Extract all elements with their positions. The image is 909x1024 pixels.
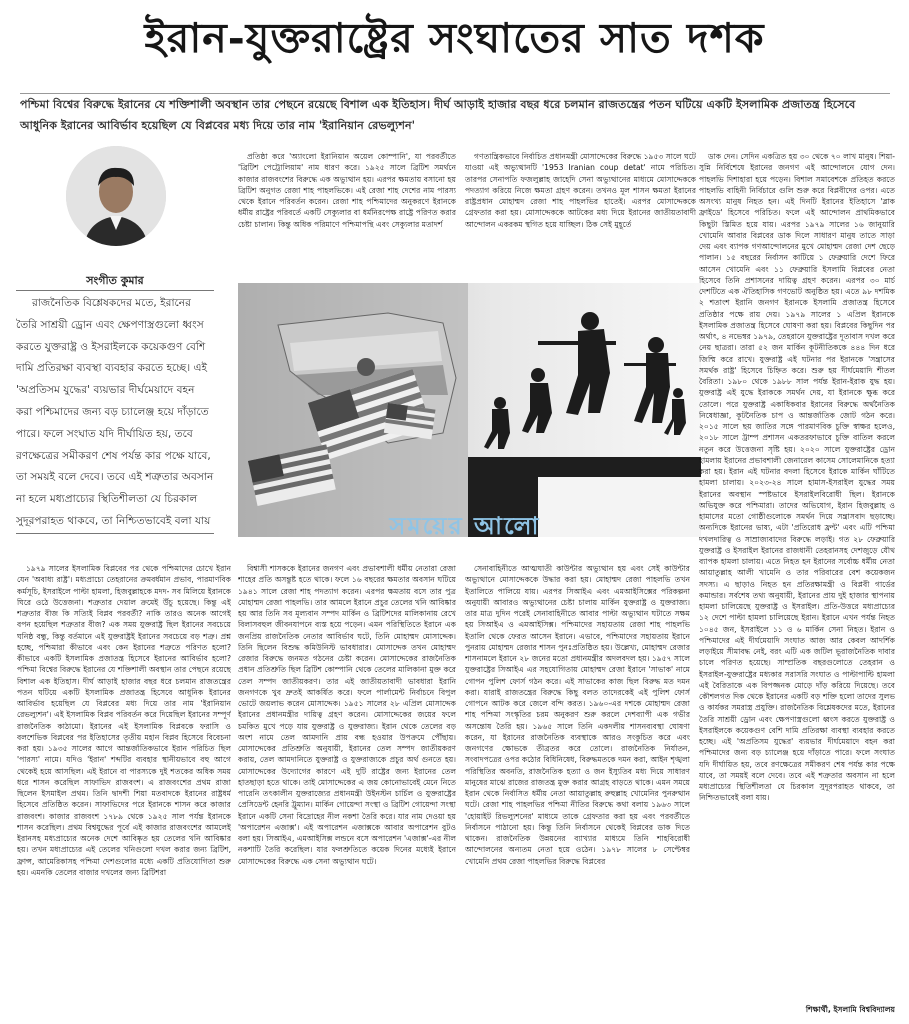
column-2-bottom bbox=[238, 563, 456, 1018]
column-1-bottom bbox=[17, 563, 231, 1018]
standfirst-top-rule bbox=[20, 93, 890, 94]
feature-illustration bbox=[238, 283, 701, 537]
column-mid-left-top bbox=[238, 151, 456, 271]
pull-quote bbox=[16, 290, 214, 534]
conflict-illustration-icon bbox=[238, 283, 701, 537]
column-4-full-text: ডাক দেন। সেদিন একত্রিত হয় ৩০ থেকে ৭০ লাখ মানুষ। শিয়া-সুন্নি নির্বিশেষে ইরানের জনগণ এই আন্দোলনে যোগ দেন। পাহলভি দিশাহারা হয়ে পড়েন। বিশাল সমাবেশকে প্রতিহত করতে পাহলভি বাহিনী নির্বিচারে গুলি শুরু করে বিপ্লবীদের ওপর। এতে অসংখ্য মানুষ নিহত হন। এই দিনটি ইরানের ইতিহাসে 'ব্লাক ফ্রাইডে' হিসেবে পরিচিত। ফলে এই আন্দোলন প্রাথমিকভাবে কিছুটা স্তিমিত হয়ে যায়। এরপর ১৯৭৯ সালের ১৬ জানুয়ারি খোমেনি আবার বিপ্লবের ডাক দিলে সাধারণ মানুষ তাতে সাড়া দেয় এবং ব্যাপক গণআন্দোলনের মুখে মোহাম্মদ রেজা দেশ ছেড়ে পালান। ১৫ বছরের নির্বাসন কাটিয়ে ১ ফেব্রুয়ারি দেশে ফিরে আসেন খোমেনি এবং ১১ ফেব্রুয়ারি ইসলামি বিপ্লবের নেতা হিসেবে তিনি প্রশাসনের দায়িত্ব গ্রহণ করেন। এরপর ৩০ মার্চ দেশটিতে এক ঐতিহাসিক গণভোট অনুষ্ঠিত হয়। এতে ৯৮ দশমিক ২ শতাংশ ইরানি জনগণ ইরানকে ইসলামি প্রজাতন্ত্র হিসেবে প্রতিষ্ঠার পক্ষে রায় দেয়। ১৯৭৯ সালের ১ এপ্রিল ইরানকে ইসলামিক প্রজাতন্ত্র হিসেবে ঘোষণা করা হয়। বিপ্লবের কিছুদিন পর অর্থাৎ, ৪ নভেম্বর ১৯৭৯, তেহরানে যুক্তরাষ্ট্রের দূতাবাস দখল করে নেয় ছাত্ররা। তারা ৫২ জন মার্কিন কূটনীতিককে ৪৪৪ দিন ধরে জিম্মি করে রাখে। যুক্তরাষ্ট্র এই ঘটনার পর ইরানকে 'সন্ত্রাসের সমর্থক রাষ্ট্র' হিসেবে চিহ্নিত করে। শুরু হয় দীর্ঘমেয়াদি শীতল বৈরিতা। ১৯৮০ থেকে ১৯৮৮ সাল পর্যন্ত ইরান-ইরাক যুদ্ধ হয়। যুক্তরাষ্ট্র এই যুদ্ধে ইরাককে সমর্থন দেয়, যা ইরানকে ক্ষুব্ধ করে তোলে। পরে যুক্তরাষ্ট্র একাধিকবার ইরানের বিরুদ্ধে অর্থনৈতিক নিষেধাজ্ঞা, কূটনৈতিক চাপ ও আন্তর্জাতিক জোট গঠন করে। ২০১৫ সালে ছয় জাতির সঙ্গে পারমাণবিক চুক্তি স্বাক্ষর হলেও, ২০১৮ সালে ট্রাম্প প্রশাসন একতরফাভাবে চুক্তি বাতিল করলে নতুন করে উত্তেজনা সৃষ্টি হয়। ২০২০ সালে যুক্তরাষ্ট্রের ড্রোন হামলায় ইরানের প্রভাবশালী জেনারেল কাসেম সোলেমানিকে হত্যা করা হয়। ইরান এই ঘটনার বদলা হিসেবে ইরাকে মার্কিন ঘাঁটিতে হামলা চালায়। ২০২৩-২৪ সালে হামাস-ইসরাইল যুদ্ধের সময় ইরানের অবস্থান স্পষ্টভাবে ইসরাইলবিরোধী ছিল। ইরানকে অভিযুক্ত করে পশ্চিমারা। তাদের অভিযোগ, ইরান হিজবুল্লাহ ও হামাসের মতো গোষ্ঠীগুলোকে সমর্থন দিয়ে সন্ত্রাসবাদ ছড়াচ্ছে। অন্যদিকে ইরানের ভাষ্য, এটা 'প্রতিরোধ ফ্রন্ট' এবং এটি পশ্চিমা দখলদারিত্ব ও সাম্রাজ্যবাদের বিরুদ্ধে লড়াই। গত ২৮ ফেব্রুয়ারি যুক্তরাষ্ট্র ও ইসরাইল ইরানের রাজধানী তেহরানসহ দেশজুড়ে যৌথ ব্যাপক হামলা চালায়। এতে নিহত হন ইরানের সর্বোচ্চ ধর্মীয় নেতা আয়াতুল্লাহ আলী খামেনি ও তার পরিবারের বেশ কয়েকজন সদস্য। এ ছাড়াও নিহত হন প্রতিরক্ষামন্ত্রী ও বিপ্লবী গার্ডের কমান্ডার। সর্বশেষ তথ্য অনুযায়ী, ইরানের প্রায় দুই হাজার স্থাপনায় হামলা চালিয়েছে যুক্তরাষ্ট্র ও ইসরাইল। প্রতি-উত্তরে মধ্যপ্রাচ্যের ১২ দেশে পাল্টা হামলা চালিয়েছে ইরান। ইরানে এখন পর্যন্ত নিহত ১০৪৫ জন, ইসরাইলে ১১ ও ৬ মার্কিন সেনা নিহত। ইরান ও পশ্চিমাদের এই দীর্ঘমেয়াদি সংঘাত আজ আর কেবল আদর্শিক লড়াইয়ে সীমাবদ্ধ নেই, বরং এটি এক জটিল ভূরাজনৈতিক দাবার চালে পরিণত হয়েছে। সাম্প্রতিক বছরগুলোতে তেহরান ও ইসরাইল-যুক্তরাষ্ট্রের মধ্যকার সরাসরি সংঘাত ও পাল্টাপাল্টি হামলা এই বৈরিতাকে এক বিপজ্জনক মোড়ে দাঁড় করিয়ে দিয়েছে। তবে কৌশলগত দিক থেকে ইরানের একটি বড় শক্তি হলো তাদের সুলভ ও কার্যকর সমরাস্ত্র প্রযুক্তি। রাজনৈতিক বিশ্লেষকদের মতে, ইরানের তৈরি সাশ্রয়ী ড্রোন এবং ক্ষেপণাস্ত্রগুলো ধ্বংস করতে যুক্তরাষ্ট্র ও ইসরাইলকে কয়েকগুণ বেশি দামি প্রতিরক্ষা ব্যবস্থা ব্যবহার করতে হচ্ছে। এই 'অপ্রতিসম যুদ্ধের' ব্যয়ভার দীর্ঘমেয়াদে বহন করা পশ্চিমাদের জন্য বড় চ্যালেঞ্জ হয়ে দাঁড়াতে পারে। ফলে সংঘাত যদি দীর্ঘায়িত হয়, তবে রণক্ষেত্রের সমীকরণ শেষ পর্যন্ত কার পক্ষে যাবে, তা সময়ই বলে দেবে। তবে এই শত্রুতার অবসান না হলে মধ্যপ্রাচ্যের স্থিতিশীলতা যে চিরকাল সুদূরপরাহত থাকবে, তা নিশ্চিতভাবেই বলা যায়। bbox=[699, 152, 895, 803]
standfirst-text: পশ্চিমা বিশ্বের বিরুদ্ধে ইরানের যে শক্তিশালী অবস্থান তার পেছনে রয়েছে বিশাল এক ইতিহাস। দীর্ঘ আড়াই হাজার বছর ধরে চলমান রাজতন্ত্রের পতন ঘটিয়ে একটি ইসলামিক প্রজাতন্ত্র হিসেবে আধুনিক ইরানের আবির্ভাব হয়েছিল যে বিপ্লবের মধ্য দিয়ে তার নাম 'ইরানিয়ান রেভল্যুশন' bbox=[20, 98, 856, 132]
column-3-bottom bbox=[465, 563, 690, 1018]
headline: ইরান-যুক্তরাষ্ট্রের সংঘাতের সাত দশক bbox=[144, 14, 765, 62]
newspaper-watermark: সময়ের আলো bbox=[389, 512, 541, 540]
author-credit: শিক্ষার্থী, ইসলামি বিশ্ববিদ্যালয় bbox=[805, 1005, 895, 1014]
pull-quote-text: রাজনৈতিক বিশ্লেষকদের মতে, ইরানের তৈরি সাশ্রয়ী ড্রোন এবং ক্ষেপণাস্ত্রগুলো ধ্বংস করতে যুক্তরাষ্ট্র ও ইসরাইলকে কয়েকগুণ বেশি দামি প্রতিরক্ষা ব্যবস্থা ব্যবহার করতে হচ্ছে। এই 'অপ্রতিসম যুদ্ধের' ব্যয়ভার দীর্ঘমেয়াদে বহন করা পশ্চিমাদের জন্য বড় চ্যালেঞ্জ হয়ে দাঁড়াতে পারে। ফলে সংঘাত যদি দীর্ঘায়িত হয়, তবে রণক্ষেত্রের সমীকরণ শেষ পর্যন্ত কার পক্ষে যাবে, তা সময়ই বলে দেবে। তবে এই শত্রুতার অবসান না হলে মধ্যপ্রাচ্যের স্থিতিশীলতা যে চিরকাল সুদূরপরাহত থাকবে, তা নিশ্চিতভাবেই বলা যায় bbox=[16, 297, 214, 527]
column-1-bottom-text: ১৯৭৯ সালের ইসলামিক বিপ্লবের পর থেকে পশ্চিমাদের চোখে ইরান যেন 'অবাধ্য রাষ্ট্র'। মধ্যপ্রাচ্যে তেহরানের ক্রমবর্ধমান প্রভাব, পারমাণবিক কর্মসূচি, ইসরাইলে পাল্টা হামলা, হিজবুল্লাহকে মদদ- সব মিলিয়ে ইরানকে ঘিরে ওঠে উত্তেজনা। শত্রুতার দেয়াল ক্রমেই উঁচু হয়েছে। কিন্তু এই শত্রুতার বীজ কি সত্যিই বিপ্লব পরবর্তী? নাকি তারও অনেক আগেই বপন হয়েছিল শত্রুতার বীজ? এক সময় যুক্তরাষ্ট্র ছিল ইরানের সবচেয়ে ঘনিষ্ঠ বন্ধু, কিন্তু বর্তমানে এই যুক্তরাষ্ট্রই ইরানের সবচেয়ে বড় শত্রু। প্রশ্ন হচ্ছে, পশ্চিমারা কীভাবে এবং কেন ইরানের শত্রুতে পরিণত হলো? কীভাবে একটি ইসলামিক প্রজাতন্ত্র হিসেবে ইরানের আবির্ভাব হলো? পশ্চিমা বিশ্বের বিরুদ্ধে ইরানের যে শক্তিশালী অবস্থান তার পেছনে রয়েছে বিশাল এক ইতিহাস। দীর্ঘ আড়াই হাজার বছর ধরে চলমান রাজতন্ত্রের পতন ঘটিয়ে একটি ইসলামিক প্রজাতন্ত্র হিসেবে আধুনিক ইরানের আবির্ভাব হয়েছিল যে বিপ্লবের মধ্য দিয়ে তার নাম 'ইরানিয়ান রেভল্যুশন'। এই ইসলামিক বিপ্লব পরিবর্তন করে দিয়েছিল ইরানের সম্পূর্ণ রাজনৈতিক কাঠামো। ইরানের এই ইসলামিক বিপ্লবকে ফরাসি ও বলশেভিক বিপ্লবের পর ইতিহাসের তৃতীয় মহান বিপ্লব হিসেবে বিবেচনা করা হয়। ১৯৩৫ সালের আগে আন্তর্জাতিকভাবে ইরান পরিচিত ছিল 'পারস্য' নামে। যদিও 'ইরান' শব্দটির ব্যবহার স্থানীয়ভাবে বহু আগে থেকেই হয়ে আসছিল। এই ইরানে বা পারস্যকে দুই শতকের অধিক সময় ধরে শাসন করেছিল সাফাভিদ রাজবংশ। এ রাজবংশের প্রথম রাজা ছিলেন ইসমাইল প্রথম। তিনি দ্বাদশী শিয়া মতবাদকে ইরানের রাষ্ট্রধর্ম হিসেবে প্রতিষ্ঠিত করেন। সাফাভিদের পরে ইরানকে শাসন করে কাজার রাজবংশ। কাজার রাজবংশ ১৭৮৯ থেকে ১৯২৫ সাল পর্যন্ত ইরানকে শাসন করেছিল। প্রথম বিশ্বযুদ্ধের পূর্বে এই কাজার রাজবংশের আমলেই ইরানসহ মধ্যপ্রাচ্যের অনেক দেশে আবিষ্কৃত হয় তেলের খনি আবিষ্কার হয়। তখন মধ্যপ্রাচ্যের এই তেলের খনিগুলো দখল করার জন্য ব্রিটিশ, ফ্রান্স, আমেরিকাসহ পশ্চিমা দেশগুলোর মধ্যে একটি প্রতিযোগিতা শুরু হয়। এমনকি তেলের বাজার দখলের জন্য ব্রিটিশরা bbox=[17, 564, 231, 877]
standfirst bbox=[20, 93, 890, 136]
column-mid-right-top bbox=[465, 151, 696, 271]
column-4-full bbox=[699, 151, 895, 1001]
column-mid-left-top-text: প্রতিষ্ঠা করে 'অ্যাংলো ইরানিয়ান অয়েল কোম্পানি', যা পরবর্তীতে 'ব্রিটিশ পেট্রোলিয়াম' নাম ধারণ করে। ১৯২৫ সালে ব্রিটিশ সমর্থনে কাজার রাজবংশের বিরুদ্ধে এক অভ্যুত্থান হয়। এরপর ক্ষমতায় বসানো হয় ব্রিটিশ অনুগত রেজা শাহ পাহলভিকে। এই রেজা শাহ দেশের নাম পারস্য থেকে ইরানে পরিবর্তন করেন। রেজা শাহ পশ্চিমাদের অনুকরণে ইরানকে ধর্মীয় রাষ্ট্রের পরিবর্তে একটি সেক্যুলার বা ধর্মনিরপেক্ষ রাষ্ট্রে পরিণত করার চেষ্টা চালান। কিন্তু অধিক পরিমাণে পশ্চিমাপন্থি এবং সেক্যুলার মতাদর্শ bbox=[238, 152, 456, 229]
author-byline: সংগীত কুমার bbox=[86, 274, 144, 287]
author-portrait bbox=[66, 146, 166, 246]
column-mid-right-top-text: গণতান্ত্রিকভাবে নির্বাচিত প্রধানমন্ত্রী মোসাদ্দেকের বিরুদ্ধে ১৯৫৩ সালে ঘটে যাওয়া এই অভ্যুত্থানটি '1953 Iranian coup detat' নামে পরিচিত। তারপর সেনাপতি ফজলুল্লাহ জাহেদি সেনা অভ্যুত্থানের মাধ্যমে মোসাদ্দেককে পদত্যাগ করিয়ে নিজে ক্ষমতা গ্রহণ করেন। তখনও মূল শাসন ক্ষমতা ইরানের রাষ্ট্রপ্রধান মোহাম্মদ রেজা শাহ পাহলভির হাতেই। এরপর মোসাদ্দেককে গ্রেফতার করা হয়। মোসাদ্দেককে আটকের মধ্য দিয়ে ইরানের জাতীয়তাবাদী আন্দোলন একরকম স্থগিত হয়ে যাচ্ছিল। ঠিক সেই মুহূর্তে bbox=[465, 152, 696, 229]
author-avatar-icon bbox=[66, 146, 166, 246]
column-2-bottom-text: বিশ্বাসী শাসককে ইরানের জনগণ এবং প্রভাবশালী ধর্মীয় নেতারা রেজা শাহের প্রতি অসন্তুষ্ট হতে থাকে। ফলে ১৬ বছরের ক্ষমতার অবসান ঘটিয়ে ১৯৪১ সালে রেজা শাহ পদত্যাগ করেন। এরপর ক্ষমতায় বসে তার পুত্র মোহাম্মদ রেজা পাহলভি। তার আমলে ইরানে প্রচুর তেলের খনি আবিষ্কার হয় আর তিনি সব মূল্যবান সম্পদ মার্কিন ও ব্রিটিশদের মালিকানায় রেখে বিলাসবহুল জীবনযাপনে ব্যস্ত হয়ে পড়েন। এমন পরিস্থিতিতে ইরানে এক জনপ্রিয় রাজনৈতিক নেতার আবির্ভাব ঘটে, তিনি মোহাম্মদ মোসাদ্দেক। তিনি ছিলেন বিশুদ্ধ কমিউনিস্ট ভাবধারার। মোসাদ্দেক তখন মোহাম্মদ রেজার বিরুদ্ধে জনমত গঠনের চেষ্টা করেন। মোসাদ্দেকের রাজনৈতিক প্রধান প্রতিশ্রুতি ছিল ব্রিটিশ কোম্পানি থেকে তেলের মালিকানা মুক্ত করে তেল সম্পদ জাতীয়করণ। তার এই জাতীয়তাবাদী ভাবধারা ইরানি জনগণকে খুব দ্রুতই আকর্ষিত করে। ফলে পার্লামেন্ট নির্বাচনে বিপুল ভোটে জয়লাভ করেন মোসাদ্দেক। ১৯৫১ সালের ২৮ এপ্রিল মোসাদ্দেক ইরানের প্রধানমন্ত্রীর দায়িত্ব গ্রহণ করেন। মোসাদ্দেকের জয়ের ফলে চমকিত মুখে পড়ে যায় যুক্তরাষ্ট্র ও যুক্তরাজ্য। ইরান থেকে তেলের বড় অংশ নামে তেল আমদানি প্রায় বন্ধ হওয়ার উপক্রমে পৌঁছায়। মোসাদ্দেকের প্রতিশ্রুতি অনুযায়ী, ইরানের তেল সম্পদ জাতীয়করণ করায়, তেল আমদানিতে যুক্তরাষ্ট্র ও যুক্তরাজ্যকে প্রচুর অর্থ গুনতে হয়। মোসাদ্দেকের উদ্যোগের কারণে এই দুটি রাষ্ট্রের জন্য ইরানের তেল হাতছাড়া হতে থাকে। তাই মোসাদ্দেকের এ জয় কোনোভাবেই মেনে নিতে পারেনি তৎকালীন যুক্তরাজ্যের প্রধানমন্ত্রী উইনস্টন চার্চিল ও যুক্তরাষ্ট্রের প্রেসিডেন্ট হেনরি ট্রুম্যান। মার্কিন গোয়েন্দা সংস্থা ও ব্রিটিশ গোয়েন্দা সংস্থা ইরানে একটি সেনা বিদ্রোহের নীল নকশা তৈরি করে। যার নাম দেওয়া হয় 'অপারেশন এজাক্স'। এই অপারেশন এজাক্সকে আবার অপারেশন বুটও বলা হয়। সিআইএ, এমআইসিক্স লন্ডনে বসে অপারেশন 'এজাক্স'-এর নীল নকশাটি তৈরি করেছিল। যার ফলশ্রুতিতে কয়েক দিনের মধ্যেই ইরানে মোসাদ্দেকের বিরুদ্ধে এক সেনা অভ্যুত্থান ঘটে। bbox=[238, 564, 456, 866]
column-3-bottom-text: সেনাবাহিনীতে আত্মঘাতী কাউন্টার অভ্যুত্থান হয় এবং সেই কাউন্টার অভ্যুত্থানে মোসাদ্দেককে উদ্ধার করা হয়। মোহাম্মদ রেজা পাহলভি তখন ইতালিতে পালিয়ে যায়। এরপর সিআইএ এবং এমআইসিক্সের পরিকল্পনা অনুযায়ী আবারও অভ্যুত্থানের চেষ্টা চালায় মার্কিন যুক্তরাষ্ট্র ও যুক্তরাজ্য। তার মাত্র দুদিন পরেই সেনাবাহিনীতে আবার পাল্টা অভ্যুত্থান ঘটাতে সক্ষম হয় সিআইএ ও এমআইসিক্স। পশ্চিমাদের সহায়তায় রেজা শাহ পাহলভি ইতালি থেকে ফেরত আসেন ইরানে। এভাবে, পশ্চিমাদের সহায়তায় ইরানে পুনরায় মোহাম্মদ রেজার শাসন পুনঃপ্রতিষ্ঠিত হয়। উল্লেখ্য, মোহাম্মদ রেজার শাসনামলে ইরানে ২৮ জনের মতো প্রধানমন্ত্রীর অদলবদল হয়। ১৯৫৭ সালে যুক্তরাষ্ট্রের সিআইএ এর সহযোগিতায় মোহাম্মদ রেজা ইরানে 'সাভাক' নামে গোপন পুলিশ ফোর্স গঠন করে। এই সাভাকের কাজ ছিল বিরুদ্ধ মত দমন করা। যারাই রাজতন্ত্রের বিরুদ্ধে কিছু বলত তাদেরকেই এই পুলিশ ফোর্স গোপনে আটক করে জেলে বন্দি করত। ১৯৬০-এর দশকে মোহাম্মদ রেজা শাহ পশ্চিমা সংস্কৃতির চরম অনুকরণ শুরু করলে দেশব্যাপী এক গভীর অসন্তোষ তৈরি হয়। ১৯৬৫ সালে তিনি একদলীয় শাসনব্যবস্থা ঘোষণা করেন, যা ইরানের রাজনৈতিক ব্যবস্থাকে আরও সংকুচিত করে এবং জনগণের ক্ষোভকে তীব্রতর করে তোলে। রাজনৈতিক নির্যাতন, সংবাদপত্রের ওপর কঠোর বিধিনিষেধ, বিরুদ্ধমতকে দমন করা, আইন শৃঙ্খলা পরিস্থিতির অবনতি, রাজনৈতিক হত্যা ও জন ইস্যুতিব মধ্য দিয়ে সাধারণ মানুষের মাঝে রাজের রাজতন্ত্র মুক্ত করার আগ্রহ বাড়তে থাকে। এমন সময়ে ইরান থেকে নির্বাসিত ধর্মীয় নেতা আয়াতুল্লাহ রুহুল্লাহ খোমেনির পুনরুত্থান ঘটে। রেজা শাহ পাহলভির পশ্চিমা নীতির বিরুদ্ধে কথা বলায় ১৯৬৩ সালে 'হোয়াইট রিভল্যুশনের' মাধ্যমে তাকে গ্রেফতার করা হয় এবং পরবর্তীতে নির্বাসনে পাঠানো হয়। কিন্তু তিনি নির্বাসনে থেকেই বিপ্লবের ডাক দিতে থাকেন। রাজনৈতিক উন্নয়নের ব্যাখ্যার মাধ্যমে তিনি শাহবিরোধী আন্দোলনের অন্যতম নেতা হয়ে ওঠেন। ১৯৭৮ সালের ৮ সেপ্টেম্বর খোমেনি প্রথম রেজা পাহলভির বিরুদ্ধে বিপ্লবের bbox=[465, 564, 690, 866]
